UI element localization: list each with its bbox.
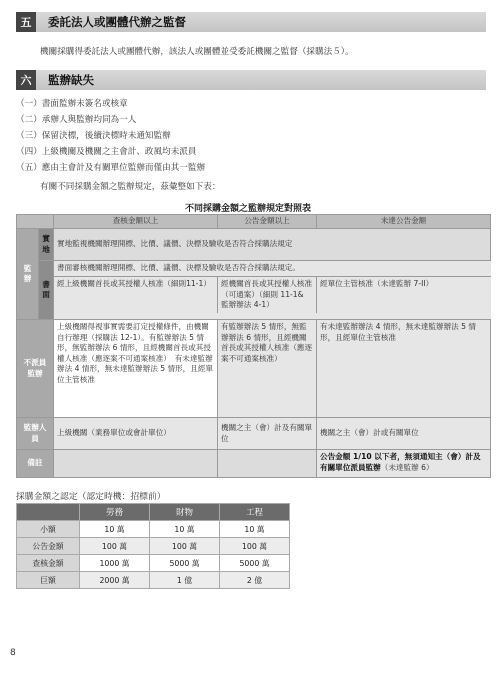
- cell-value: 10 萬: [220, 521, 290, 538]
- page-number: 8: [10, 648, 16, 658]
- written-audit-cell: 經上級機關首長或其授權人核准（細則11-1）: [54, 277, 218, 313]
- row-label: 查核金額: [17, 555, 80, 572]
- no-delegate-announce-cell: 有監辦辦法 5 情形，無監辦辦法 6 情形，且經機關首長或其授權人核准（應逐案不可通案核准）: [218, 320, 317, 418]
- remarks-bold-text: 公告金額 1/10 以下者，無須通知主（會）計及有關單位派員監辦: [320, 452, 481, 472]
- personnel-audit-cell: 上級機關（業務單位或會計單位）: [54, 418, 218, 450]
- table-row: [17, 521, 290, 538]
- procurement-header-blank: [17, 504, 80, 521]
- row-label: 巨額: [17, 572, 80, 589]
- section-5-title: 委託法人或團體代辦之監督: [48, 15, 186, 29]
- row-label-supervision: 監辦: [17, 229, 39, 320]
- section-6-header: [16, 70, 486, 90]
- no-delegate-audit-cell: 上級機關得視事實需要訂定授權條件，由機關自行辦理（採購法 12-1）。有監辦辦法 5 情形，無監辦辦法 6 情形，且經機關首長或其授權人核准（應逐案不可通案核准） 有未達監辦辦法 4 情形，無未達監辦辦法 5 情形，且經單位主管核准: [54, 320, 218, 418]
- cell-value: 100 萬: [220, 538, 290, 555]
- written-text: 書面審核機關辦理開標、比價、議價、決標及驗收是否符合採購法規定。: [54, 261, 491, 277]
- cell-value: 5000 萬: [150, 555, 220, 572]
- remarks-below-cell: [317, 450, 491, 478]
- written-below-cell: 經單位主管核准（未達監辦 7-II）: [320, 279, 434, 288]
- procurement-title: 採購金額之認定（認定時機：招標前）: [16, 492, 166, 502]
- section-5-text: 機關採購得委託法人或團體代辦，該法人或團體並受委託機關之監督（採購法５）。: [40, 47, 354, 57]
- procurement-header-works: 工程: [220, 504, 290, 521]
- no-delegate-below-cell: 有未達監辦辦法 4 情形，無未達監辦辦法 5 情形，且經單位主管核准: [317, 320, 491, 418]
- list-item: （二）承辦人與監辦均同為一人: [16, 115, 137, 125]
- cell-value: 100 萬: [150, 538, 220, 555]
- procurement-header-goods: 財物: [150, 504, 220, 521]
- section-6-number: 六: [16, 70, 36, 90]
- list-item: （五）應由主會計及有關單位監辦而僅由其一監辦: [16, 163, 206, 173]
- cell-value: 1000 萬: [80, 555, 150, 572]
- list-item: （一）書面監辦未簽名或核章: [16, 99, 128, 109]
- cell-value: 1 億: [150, 572, 220, 589]
- sub-label-written: 書面: [39, 261, 54, 320]
- section-5-number: 五: [16, 12, 36, 32]
- onsite-text: 實地監視機關辦理開標、比價、議價、決標及驗收是否符合採購法規定: [54, 229, 491, 261]
- cell-value: 100 萬: [80, 538, 150, 555]
- supervision-table: [16, 214, 491, 478]
- cell-value: 10 萬: [150, 521, 220, 538]
- section-5-header: [16, 12, 486, 32]
- list-item: （四）上級機關及機關之主會計、政風均未派員: [16, 147, 197, 157]
- cell-value: 2000 萬: [80, 572, 150, 589]
- table-intro-text: 有關不同採購金額之監辦規定，茲彙整如下表：: [40, 182, 221, 192]
- cell-value: 2 億: [220, 572, 290, 589]
- row-label-remarks: 備註: [17, 450, 54, 478]
- table-row: [17, 555, 290, 572]
- row-label: 小額: [17, 521, 80, 538]
- sub-label-onsite: 實地: [39, 229, 54, 261]
- row-label: 公告金額: [17, 538, 80, 555]
- header-audit-amount: 查核金額以上: [54, 215, 218, 229]
- personnel-below-cell: 機關之主（會）計或有關單位: [317, 418, 491, 450]
- header-announce-amount: 公告金額以上: [218, 215, 317, 229]
- row-label-personnel: 監辦人員: [17, 418, 54, 450]
- table-row: [17, 572, 290, 589]
- row-label-no-delegate: 不派員監辦: [17, 320, 54, 418]
- procurement-header-services: 勞務: [80, 504, 150, 521]
- cell-value: 5000 萬: [220, 555, 290, 572]
- procurement-amount-table: [16, 503, 290, 589]
- table-row: [17, 538, 290, 555]
- remarks-tail-text: （未達監辦 6）: [380, 462, 434, 472]
- supervision-table-title: 不同採購金額之監辦規定對照表: [184, 204, 311, 214]
- cell-value: 10 萬: [80, 521, 150, 538]
- section-6-title: 監辦缺失: [48, 73, 94, 87]
- header-below-announce: 未達公告金額: [317, 215, 491, 229]
- written-announce-cell: 經機關首長或其授權人核准（可通案）（細則 11-1& 監辦辦法 4-1）: [218, 277, 317, 313]
- list-item: （三）保留決標，後續決標時未通知監辦: [16, 131, 171, 141]
- personnel-announce-cell: 機關之主（會）計及有關單位: [218, 418, 317, 450]
